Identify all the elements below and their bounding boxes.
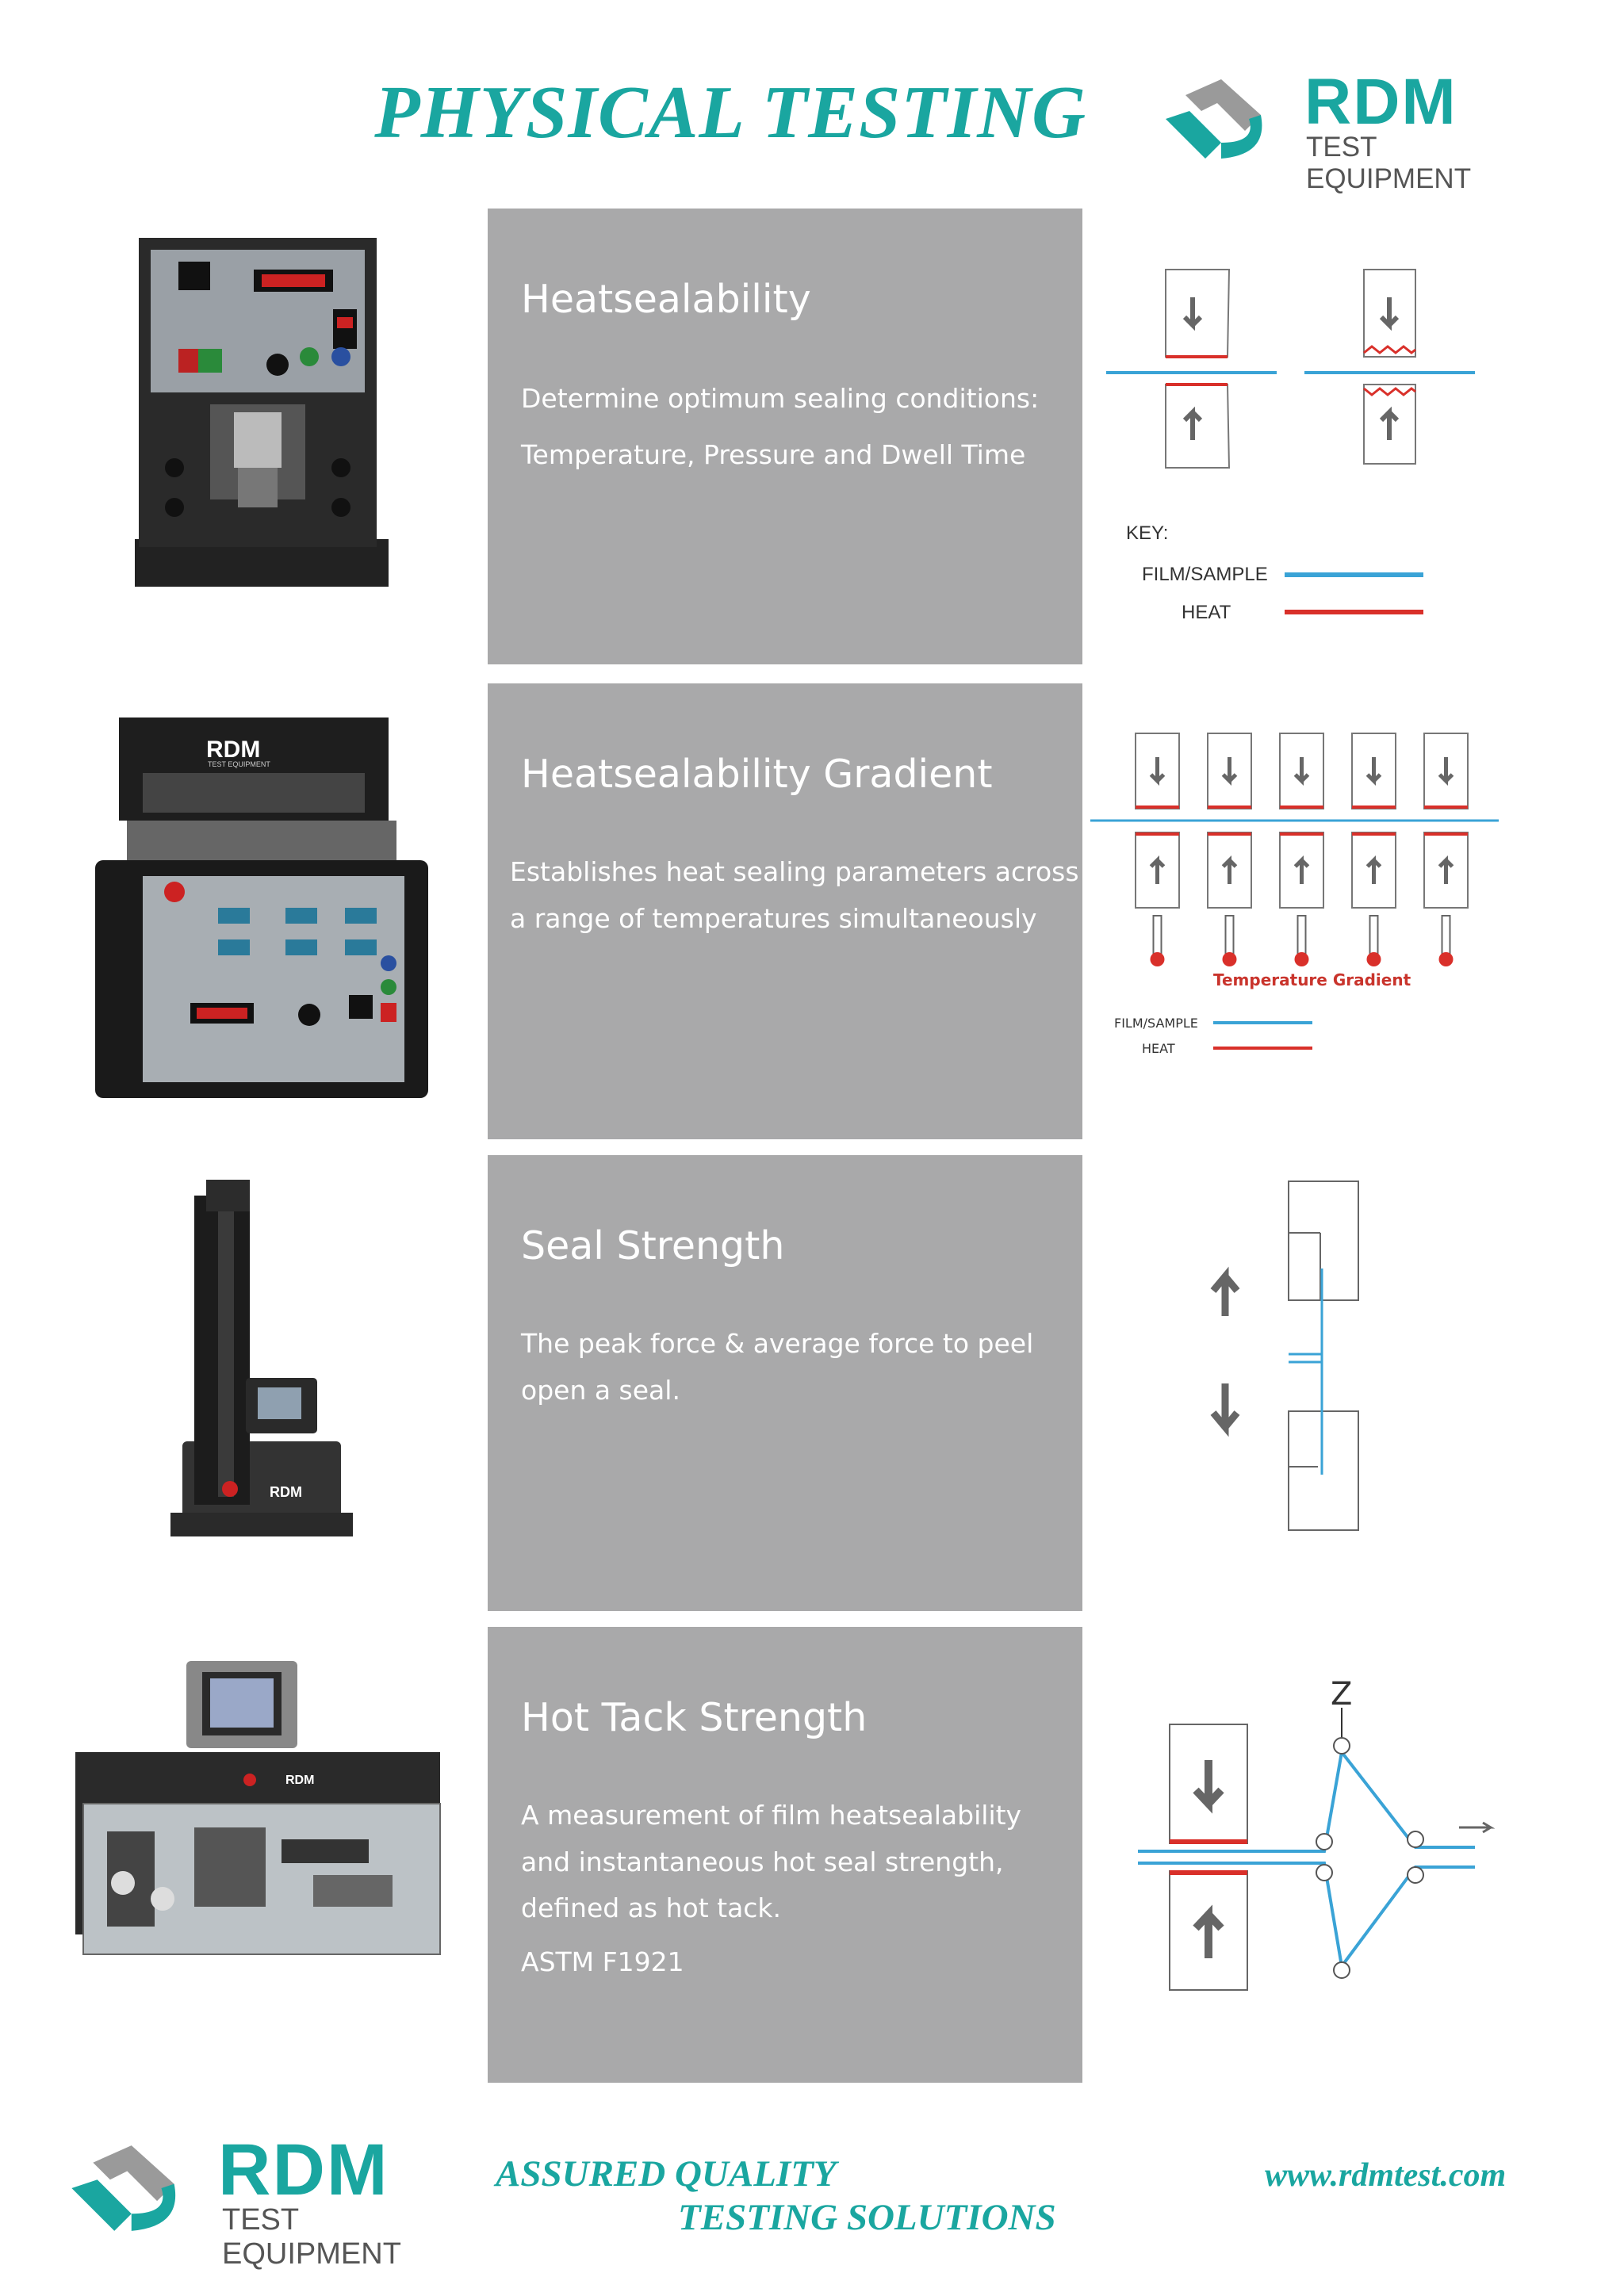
logo-brand-text: RDM	[218, 2130, 389, 2210]
arrow-up-icon	[1224, 860, 1236, 884]
arrow-up-icon	[1381, 412, 1397, 440]
machine-rdm-badge: RDM	[206, 737, 261, 763]
arrow-up-icon	[1196, 1915, 1221, 1958]
section-title: Heatsealability	[521, 277, 811, 322]
heatsealer-machine-image	[119, 238, 389, 595]
arrow-up-icon	[1185, 412, 1201, 440]
section-seal-strength	[488, 1155, 1082, 1611]
logo-sub-text: TEST EQUIPMENT	[222, 2203, 401, 2271]
slogan-line-1: ASSURED QUALITY	[496, 2153, 837, 2195]
website-link[interactable]: www.rdmtest.com	[1265, 2157, 1507, 2194]
section-title: Seal Strength	[521, 1223, 785, 1269]
rdm-logo-mark-icon	[67, 2137, 178, 2240]
arrow-down-icon	[1381, 297, 1397, 325]
section-text-line: The peak force & average force to peel	[521, 1328, 1034, 1359]
heat-label: HEAT	[1142, 1041, 1175, 1056]
film-sample-label: FILM/SAMPLE	[1114, 1016, 1198, 1031]
thermometer-bulb	[1151, 952, 1165, 966]
slogan-line-2: TESTING SOLUTIONS	[678, 2197, 1056, 2238]
seal-strength-tester-image	[159, 1180, 365, 1552]
machine-rdm-badge: RDM	[285, 1774, 315, 1787]
thermometer-bulb	[1223, 952, 1237, 966]
hot-tack-tester-image	[75, 1661, 448, 1962]
arrow-up-icon	[1440, 860, 1453, 884]
arrow-down-icon	[1368, 757, 1381, 781]
arrow-down-icon	[1185, 297, 1201, 325]
arrow-down-icon	[1151, 757, 1164, 781]
film-sample-label: FILM/SAMPLE	[1142, 564, 1268, 585]
logo-brand-text: RDM	[1304, 66, 1457, 138]
heatseal-gradient-diagram	[1086, 729, 1499, 1062]
section-title: Hot Tack Strength	[521, 1695, 868, 1740]
section-title: Heatsealability Gradient	[521, 752, 993, 797]
section-heatsealability	[488, 209, 1082, 664]
arrow-down-icon	[1196, 1760, 1221, 1804]
machine-rdm-badge: RDM	[270, 1484, 302, 1500]
roller-z-label: Z	[1331, 1676, 1353, 1712]
section-text-line: Temperature, Pressure and Dwell Time	[521, 439, 1026, 470]
hot-tack-diagram	[1134, 1673, 1507, 1998]
section-text-line: Determine optimum sealing conditions:	[521, 383, 1040, 414]
rdm-logo-mark-icon	[1162, 71, 1265, 166]
section-text-line: A measurement of film heatsealability	[521, 1800, 1022, 1831]
header-logo	[1162, 66, 1542, 194]
arrow-right-icon	[1459, 1823, 1491, 1832]
section-text-line: defined as hot tack.	[521, 1892, 782, 1923]
logo-sub-text: TEST EQUIPMENT	[1306, 132, 1472, 194]
thermometer-icon	[1226, 916, 1234, 955]
thermometer-icon	[1154, 916, 1162, 955]
arrow-up-icon	[1296, 860, 1308, 884]
heat-label: HEAT	[1182, 602, 1231, 623]
thermometer-bulb	[1367, 952, 1381, 966]
page-title: PHYSICAL TESTING	[374, 71, 1086, 154]
thermometer-icon	[1442, 916, 1450, 955]
thermometer-bulb	[1439, 952, 1454, 966]
thermometer-icon	[1370, 916, 1378, 955]
arrow-down-icon	[1224, 757, 1236, 781]
key-label: KEY:	[1126, 522, 1169, 544]
section-heatsealability-gradient	[488, 683, 1082, 1139]
heatseal-diagram	[1102, 262, 1483, 642]
arrow-down-icon	[1296, 757, 1308, 781]
thermometer-icon	[1298, 916, 1306, 955]
section-text-line: a range of temperatures simultaneously	[510, 903, 1037, 934]
machine-badge-sub: TEST EQUIPMENT	[208, 760, 270, 768]
footer-logo	[67, 2130, 480, 2271]
arrow-up-icon	[1213, 1276, 1237, 1316]
section-text-line: open a seal.	[521, 1375, 680, 1406]
section-text-line: and instantaneous hot seal strength,	[521, 1846, 1004, 1877]
seal-strength-diagram	[1189, 1173, 1396, 1538]
arrow-up-icon	[1368, 860, 1381, 884]
thermometer-bulb	[1295, 952, 1309, 966]
section-text-line: ASTM F1921	[521, 1946, 684, 1977]
temperature-gradient-label: Temperature Gradient	[1213, 970, 1411, 989]
arrow-down-icon	[1440, 757, 1453, 781]
gradient-heatsealer-machine-image	[95, 718, 444, 1098]
arrow-up-icon	[1151, 860, 1164, 884]
section-text-line: Establishes heat sealing parameters across	[510, 856, 1079, 887]
arrow-down-icon	[1213, 1383, 1237, 1427]
section-hot-tack-strength	[488, 1627, 1082, 2083]
